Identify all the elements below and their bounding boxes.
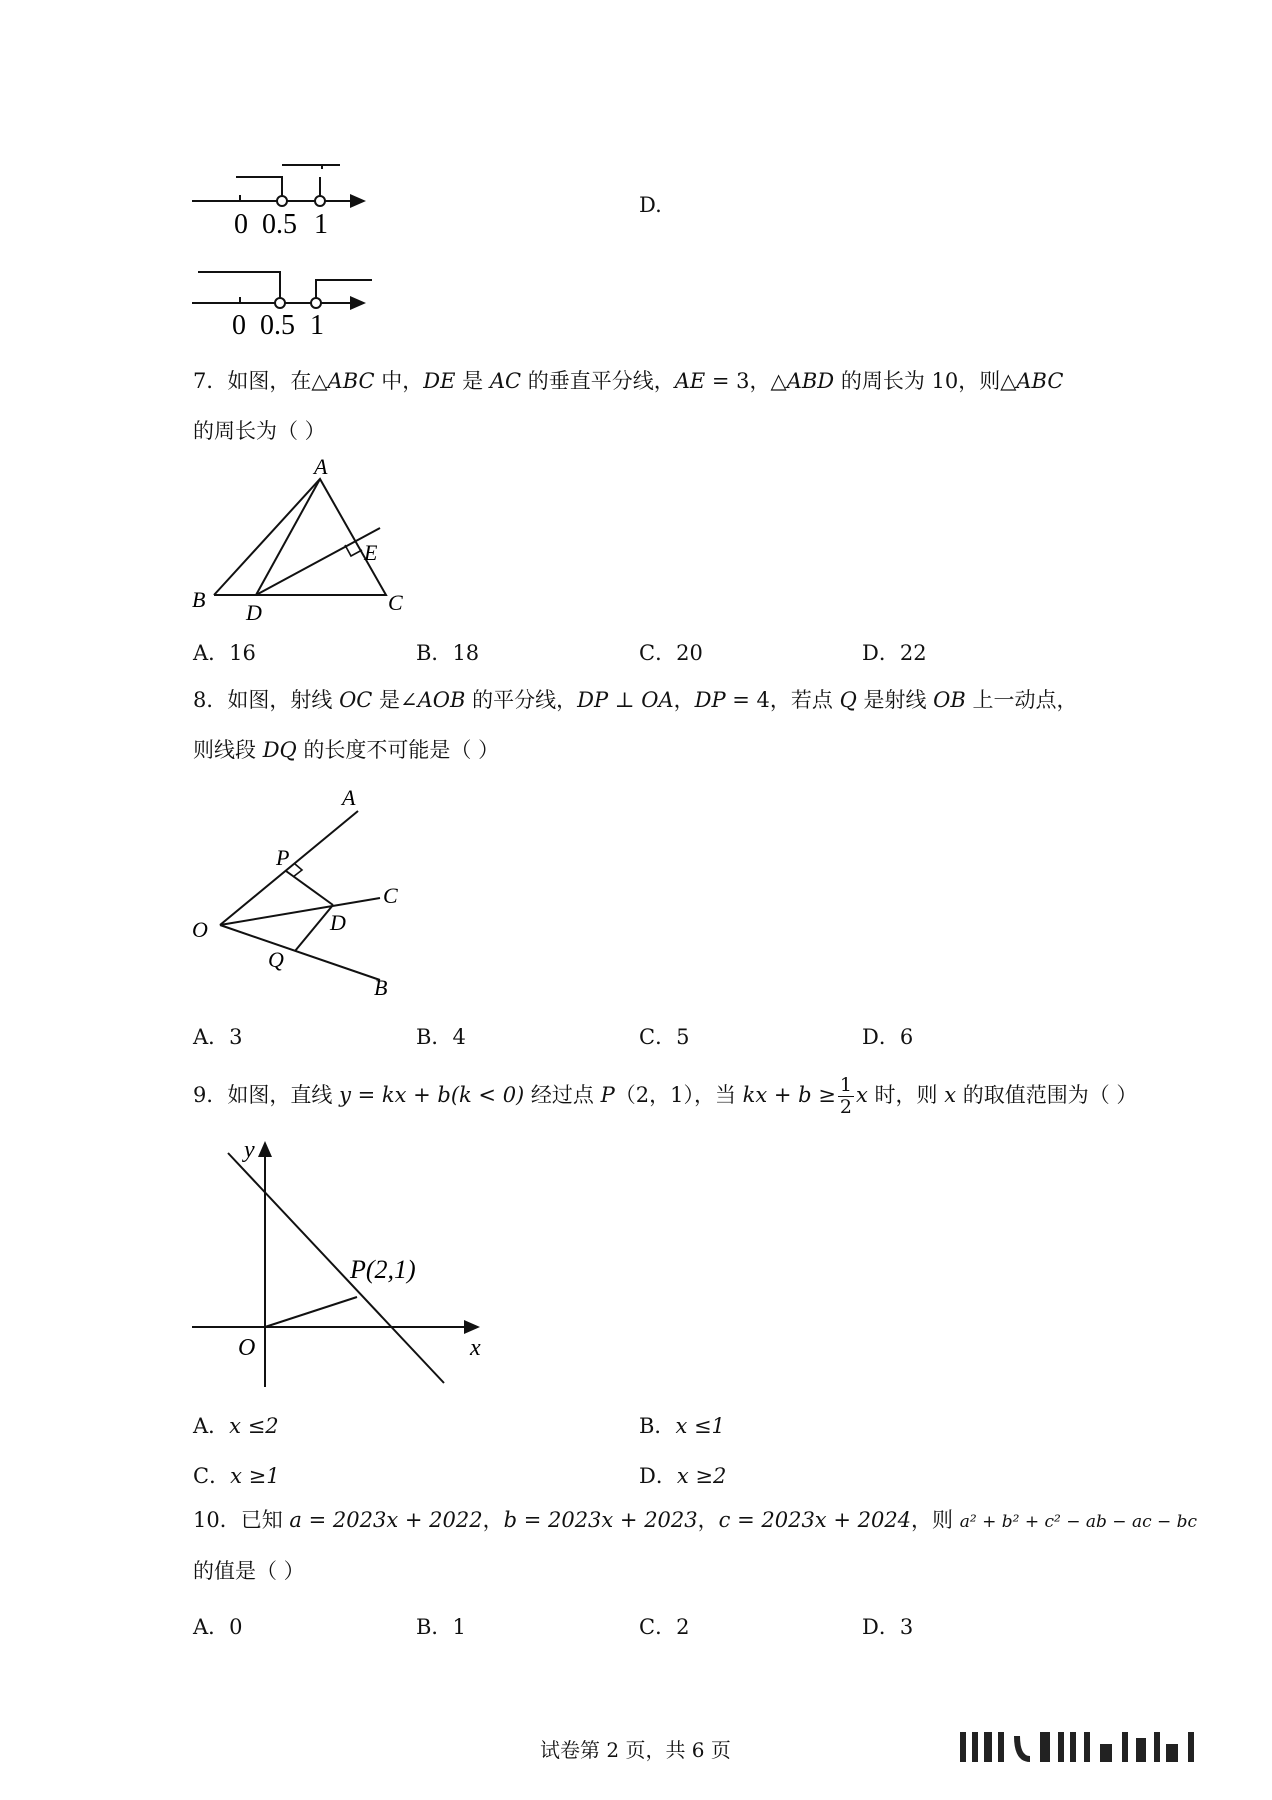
triangle-figure	[190, 455, 420, 630]
page-footer: 试卷第 2 页，共 6 页	[540, 1738, 731, 1762]
question-8-line-2: 则线段 DQ 的长度不可能是（ ）	[193, 738, 500, 762]
label-D: D	[330, 910, 346, 935]
option-c[interactable]: C．2	[639, 1615, 690, 1639]
label-C: C	[388, 590, 403, 615]
option-b[interactable]: B．18	[416, 641, 480, 665]
tick-label-0.5: 0.5	[260, 310, 295, 341]
tick-label-0: 0	[234, 209, 248, 240]
option-d-label: D.	[639, 193, 662, 217]
question-8-line-1: 8．如图，射线 OC 是∠AOB 的平分线，DP ⊥ OA，DP = 4，若点 Q 是射线 OB 上一动点，	[193, 688, 1078, 712]
option-a[interactable]: A．3	[193, 1025, 243, 1049]
option-a[interactable]: A．x ≤2	[193, 1414, 279, 1438]
option-a[interactable]: A．0	[193, 1615, 243, 1639]
label-B: B	[374, 975, 388, 1000]
question-7-line-1: 7．如图，在△ABC 中，DE 是 AC 的垂直平分线，AE = 3，△ABD 的周长为 10，则△ABC	[193, 369, 1064, 393]
question-7-line-2: 的周长为（ ）	[193, 419, 326, 443]
question-10-line-2: 的值是（ ）	[193, 1559, 305, 1583]
fraction-one-half: $\frac{1}{2}$	[839, 1074, 852, 1118]
tick-label-0.5: 0.5	[262, 209, 297, 240]
question-10-line-1: 10．已知 a = 2023x + 2022，b = 2023x + 2023，c = 2023x + 2024，则 a² + b² + c² − ab − ac − bc	[193, 1508, 1198, 1532]
label-y: y	[244, 1137, 255, 1163]
option-d[interactable]: D．3	[862, 1615, 914, 1639]
option-d[interactable]: D．x ≥2	[639, 1464, 727, 1488]
number-line-option-c	[190, 160, 380, 240]
label-Q: Q	[268, 947, 284, 972]
option-b[interactable]: B．x ≤1	[639, 1414, 725, 1438]
label-O: O	[192, 917, 208, 942]
label-P: P	[276, 845, 290, 870]
tick-label-1: 1	[310, 310, 324, 341]
question-9-line: 9．如图，直线 y = kx + b(k < 0) 经过点 P（2，1），当 kx + b ≥ $\frac{1}{2}$ x 时，则 x 的取值范围为（ ）	[193, 1074, 1138, 1118]
label-E: E	[364, 540, 378, 565]
label-D: D	[246, 600, 262, 625]
tick-label-0: 0	[232, 310, 246, 341]
option-d[interactable]: D．22	[862, 641, 927, 665]
label-B: B	[192, 587, 206, 612]
tick-label-1: 1	[314, 209, 328, 240]
watermark-barcode-icon	[960, 1728, 1260, 1768]
option-d[interactable]: D．6	[862, 1025, 914, 1049]
label-A: A	[342, 785, 356, 810]
label-x: x	[470, 1335, 481, 1361]
number-line-option-d	[190, 270, 380, 342]
option-b[interactable]: B．4	[416, 1025, 466, 1049]
label-A: A	[314, 455, 328, 479]
coordinate-graph	[190, 1125, 490, 1395]
label-C: C	[383, 883, 398, 908]
option-c[interactable]: C．5	[639, 1025, 690, 1049]
option-c[interactable]: C．20	[639, 641, 703, 665]
option-b[interactable]: B．1	[416, 1615, 466, 1639]
angle-bisector-figure	[190, 775, 420, 1005]
option-a[interactable]: A．16	[193, 641, 256, 665]
label-P: P(2,1)	[350, 1255, 416, 1284]
option-c[interactable]: C．x ≥1	[193, 1464, 280, 1488]
label-O: O	[238, 1335, 256, 1361]
